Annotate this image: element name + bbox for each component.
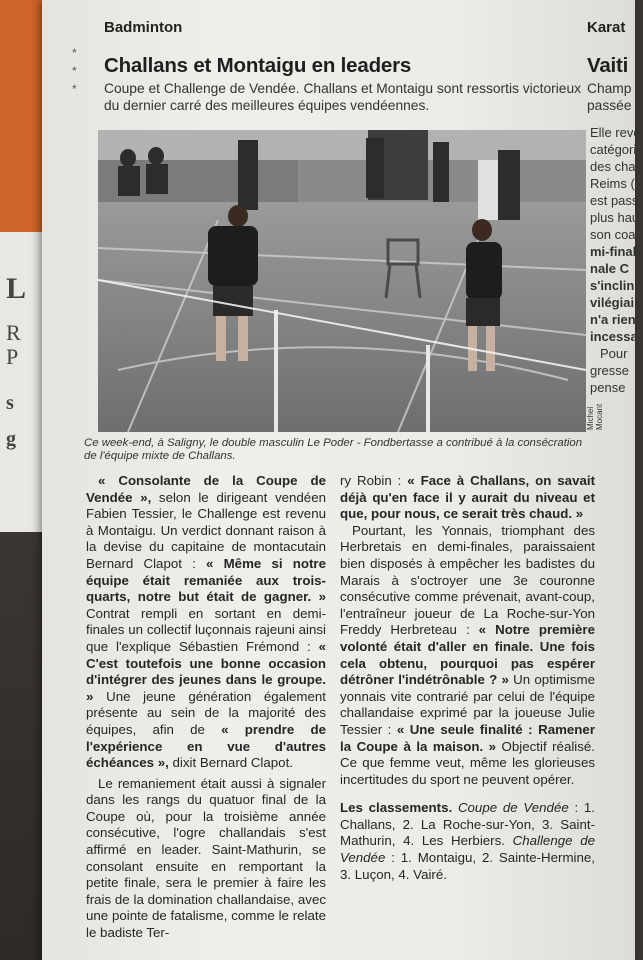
lede-next-1: Champ: [587, 81, 632, 96]
text-run: Une jeune génération également présente au sein de la majorité des équipes, afin de: [86, 688, 326, 737]
left-letter: g: [6, 428, 16, 450]
newspaper-page: [42, 0, 643, 960]
neighbor-line: nale C: [590, 261, 630, 276]
coupe-label: Coupe de Vendée: [457, 800, 569, 816]
text-run: Pourtant, les Yonnais, triomphant des Herbretais en demi-finales, paraissaient bien disposés à empêcher les badistes du Marais à s'octroyer une 3e couronne consécutive comme prévenait, avant-coup, l'entraîneur joueur de La Roche-sur-Yon Freddy Herbreteau :: [340, 522, 595, 638]
text-run: « C'est toutefois une bonne occasion d'intégrer des jeunes dans le groupe. »: [86, 638, 326, 704]
text-run: « Même si notre équipe était remaniée aux trois-quarts, notre but était de gagner. »: [86, 555, 326, 605]
asterisk-marks: * * *: [72, 46, 77, 96]
neighbor-line: gresse: [590, 363, 630, 378]
lede: Coupe et Challenge de Vendée. Challans et Montaigu sont ressortis victorieux du dernier carré des meilleures équipes vendéennes.: [104, 81, 582, 113]
text-run: Contrat rempli en sortant en demi-finales un collectif luçonnais rajeuni ainsi que l'explique Sébastien Frémond :: [86, 605, 326, 654]
results-label: Les classements.: [340, 800, 453, 816]
results-paragraph: [340, 800, 595, 883]
paragraph-3: [340, 473, 595, 523]
text-run: selon le dirigeant vendéen Fabien Tessier, le Challenge est revenu à Montaigu. Un verdict donnant raison à la devise du capitaine de montacutain Bernard Clapot :: [86, 489, 326, 571]
paragraph-4: [340, 523, 595, 789]
article-column-1: [86, 473, 326, 942]
left-letter: R: [6, 320, 21, 345]
next-headline: Vaiti: [587, 54, 629, 77]
text-run: dixit Bernard Clapot.: [168, 755, 293, 771]
photo-caption: Ce week-end, à Saligny, le double masculin Le Poder - Fondbertasse a contribué à la consécration de l'équipe mixte de Challans.: [84, 437, 583, 462]
neighbor-line: plus hau: [590, 210, 640, 225]
text-run: « Consolante de la Coupe de Vendée »,: [86, 473, 326, 505]
text-run: « prendre de l'expérience en vue d'autres échéances »,: [86, 721, 326, 771]
text-run: ry Robin :: [340, 473, 408, 488]
neighbor-line: n'a rien: [590, 312, 636, 327]
neighbor-line: Elle reve: [590, 125, 641, 140]
section-label: Badminton: [104, 19, 183, 36]
neighbor-line: catégori: [590, 142, 637, 157]
text-run: Objectif réalisé. Ce que femme veut, même les glorieuses incertitudes du sport ne peuvent opérer.: [340, 738, 595, 787]
challenge-results: : 1. Montaigu, 2. Sainte-Hermine, 3. Luçon, 4. Vairé.: [340, 850, 595, 882]
coupe-results: : 1. Challans, 2. La Roche-sur-Yon, 3. Saint-Mathurin, 4. Les Herbiers.: [340, 800, 595, 849]
article-column-2: [340, 473, 595, 883]
paragraph-2: Le remaniement était aussi à signaler dans les rangs du quatuor final de la Coupe où, pour la troisième année consécutive, l'ogre challandais s'est affirmé en leader. Saint-Mathurin, se consolant ensuite en remportant la petite finale, sera le premier à faire les frais de la domination challandaise, avec une pointe de fatalisme, comme le relate le badiste Ter-: [86, 775, 326, 941]
neighbor-line: s'inclin: [590, 278, 635, 293]
photo-illustration: [98, 130, 586, 432]
left-letter: L: [6, 272, 27, 305]
neighbor-line: vilégiai: [590, 295, 635, 310]
left-letter: P: [6, 344, 19, 369]
lede-next-2: passée: [587, 98, 632, 113]
left-letter: s: [6, 392, 14, 414]
text-run: Un optimisme yonnais vite contrarié par celui de l'équipe challandaise exprimé par la joueuse Julie Tessier :: [340, 672, 595, 737]
text-run: « Une seule finalité : Ramener la Coupe à la maison. »: [340, 721, 595, 754]
neighbor-line: Pour: [600, 346, 628, 361]
neighbor-line: son coa: [590, 227, 636, 242]
neighbor-line: incessa: [590, 329, 638, 344]
neighbor-line: des cha: [590, 159, 636, 174]
neighbor-line: pense: [590, 380, 626, 395]
text-run: « Notre première volonté était d'aller en finale. Une fois cela obtenu, pourquoi pas espérer détrôner l'indétrônable ? »: [340, 622, 596, 688]
headline: Challans et Montaigu en leaders: [104, 54, 412, 77]
neighbor-line: Reims (: [590, 176, 635, 191]
neighbor-line: mi-finale: [590, 244, 643, 259]
text-run: « Face à Challans, on savait déjà qu'en face il y aurait du niveau et que, pour nous, ce serait très chaud. »: [340, 473, 595, 522]
paragraph-1: [86, 473, 326, 772]
challenge-label: Challenge de Vendée: [340, 833, 595, 866]
neighbor-column: [590, 124, 643, 396]
neighbor-line: est pass: [590, 193, 639, 208]
next-section-label: Karat: [587, 19, 626, 36]
photo-credit: Michel Mocant: [586, 403, 604, 430]
badminton-photo: [98, 130, 586, 432]
